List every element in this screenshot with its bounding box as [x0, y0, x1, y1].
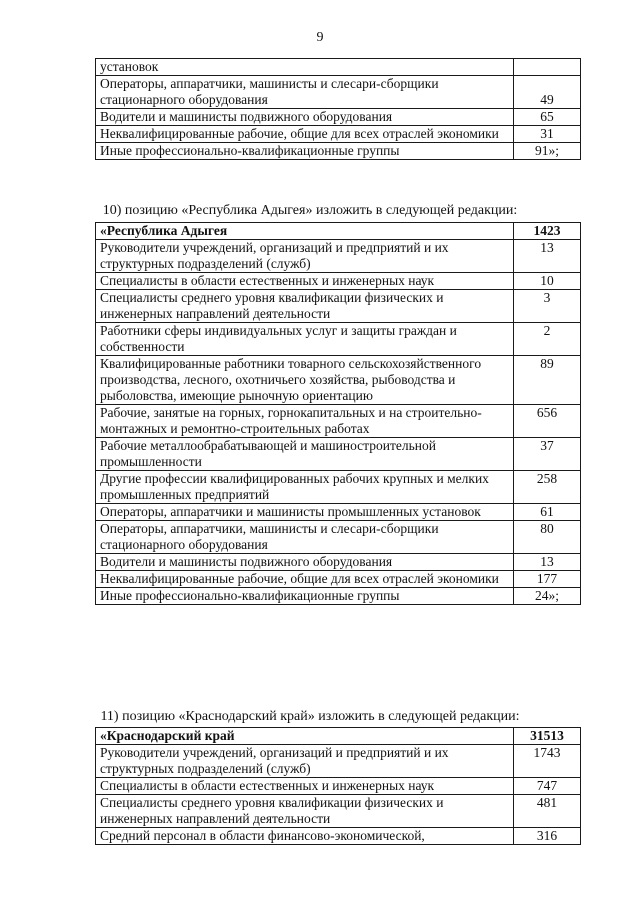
- row-label: Иные профессионально-квалификационные группы: [96, 143, 514, 160]
- row-label: Специалисты в области естественных и инженерных наук: [96, 273, 514, 290]
- table-row: [96, 240, 581, 273]
- table-row: [96, 795, 581, 828]
- row-label: Специалисты среднего уровня квалификации физических и инженерных направлений деятельности: [96, 795, 514, 828]
- table-row: [96, 59, 581, 76]
- row-value: 89: [514, 356, 581, 405]
- row-value: 316: [514, 828, 581, 845]
- table-row: [96, 143, 581, 160]
- table-row: [96, 778, 581, 795]
- row-value: 10: [514, 273, 581, 290]
- row-value: 1743: [514, 745, 581, 778]
- row-value: 656: [514, 405, 581, 438]
- region-total: 31513: [514, 728, 581, 745]
- table-row: [96, 521, 581, 554]
- row-value: 3: [514, 290, 581, 323]
- row-label: Средний персонал в области финансово-экономической,: [96, 828, 514, 845]
- row-label: Работники сферы индивидуальных услуг и защиты граждан и собственности: [96, 323, 514, 356]
- table-row: [96, 438, 581, 471]
- row-value: [514, 59, 581, 76]
- row-label: установок: [96, 59, 514, 76]
- region-total: 1423: [514, 223, 581, 240]
- row-label: Операторы, аппаратчики, машинисты и слесари-сборщики стационарного оборудования: [96, 76, 514, 109]
- table-row: [96, 356, 581, 405]
- table-row: [96, 273, 581, 290]
- table-row: [96, 323, 581, 356]
- row-value: 49: [514, 76, 581, 109]
- region-name: «Краснодарский край: [96, 728, 514, 745]
- row-label: Рабочие металлообрабатывающей и машиностроительной промышленности: [96, 438, 514, 471]
- row-label: Специалисты среднего уровня квалификации физических и инженерных направлений деятельности: [96, 290, 514, 323]
- table-row: [96, 571, 581, 588]
- row-label: Квалифицированные работники товарного сельскохозяйственного производства, лесного, охотничьего хозяйства, рыбоводства и рыболовства, имеющие рыночную ориентацию: [96, 356, 514, 405]
- row-label: Водители и машинисты подвижного оборудования: [96, 554, 514, 571]
- row-label: Другие профессии квалифицированных рабочих крупных и мелких промышленных предприятий: [96, 471, 514, 504]
- row-label: Рабочие, занятые на горных, горнокапитальных и на строительно-монтажных и ремонтно-строительных работах: [96, 405, 514, 438]
- row-label: Руководители учреждений, организаций и предприятий и их структурных подразделений (служб): [96, 240, 514, 273]
- row-value: 481: [514, 795, 581, 828]
- row-value: 13: [514, 240, 581, 273]
- row-label: Неквалифицированные рабочие, общие для всех отраслей экономики: [96, 571, 514, 588]
- row-value: 177: [514, 571, 581, 588]
- row-value: 31: [514, 126, 581, 143]
- table-row: [96, 828, 581, 845]
- region-name: «Республика Адыгея: [96, 223, 514, 240]
- table-header-row: [96, 223, 581, 240]
- table-row: [96, 126, 581, 143]
- table-row: [96, 554, 581, 571]
- table-row: [96, 471, 581, 504]
- row-value: 65: [514, 109, 581, 126]
- row-value: 61: [514, 504, 581, 521]
- row-label: Операторы, аппаратчики, машинисты и слесари-сборщики стационарного оборудования: [96, 521, 514, 554]
- row-label: Операторы, аппаратчики и машинисты промышленных установок: [96, 504, 514, 521]
- row-label: Неквалифицированные рабочие, общие для всех отраслей экономики: [96, 126, 514, 143]
- row-value: 13: [514, 554, 581, 571]
- row-label: Руководители учреждений, организаций и предприятий и их структурных подразделений (служб): [96, 745, 514, 778]
- table-adygea: [95, 222, 581, 605]
- row-value: 37: [514, 438, 581, 471]
- row-value: 24»;: [514, 588, 581, 605]
- row-value: 258: [514, 471, 581, 504]
- table-row: [96, 290, 581, 323]
- table-krasnodar: [95, 727, 581, 845]
- paragraph-11: 11) позицию «Краснодарский край» изложить в следующей редакции:: [100, 709, 520, 724]
- table-row: [96, 76, 581, 109]
- row-value: 2: [514, 323, 581, 356]
- table-row: [96, 504, 581, 521]
- row-value: 80: [514, 521, 581, 554]
- paragraph-10: 10) позицию «Республика Адыгея» изложить в следующей редакции:: [102, 203, 518, 218]
- table-row: [96, 588, 581, 605]
- row-value: 747: [514, 778, 581, 795]
- page-number: 9: [316, 30, 324, 45]
- table-row: [96, 405, 581, 438]
- row-label: Специалисты в области естественных и инженерных наук: [96, 778, 514, 795]
- table-row: [96, 109, 581, 126]
- row-value: 91»;: [514, 143, 581, 160]
- row-label: Иные профессионально-квалификационные группы: [96, 588, 514, 605]
- table-header-row: [96, 728, 581, 745]
- table-continuation: [95, 58, 581, 160]
- table-row: [96, 745, 581, 778]
- row-label: Водители и машинисты подвижного оборудования: [96, 109, 514, 126]
